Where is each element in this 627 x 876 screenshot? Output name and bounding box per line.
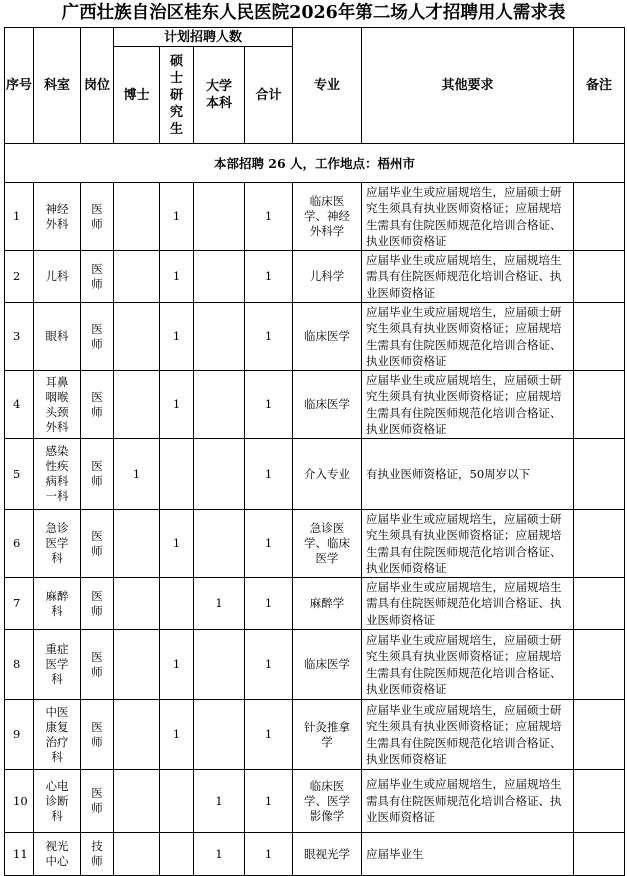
cell-master: 1 xyxy=(160,630,194,700)
cell-master xyxy=(160,439,194,510)
table-row xyxy=(5,833,625,876)
table-row xyxy=(5,303,625,371)
header-seq: 序号 xyxy=(5,28,34,144)
header-bachelor: 大学本科 xyxy=(194,47,245,144)
cell-dept: 视光中心 xyxy=(34,833,81,876)
cell-remark xyxy=(574,439,625,510)
cell-major: 临床医学、神经外科学 xyxy=(293,183,362,251)
cell-requirements: 应届毕业生或应届规培生，应届硕士研究生须具有执业医师资格证；应届规培生需具有住院医师规范化培训合格证、执业医师资格证 xyxy=(362,303,574,371)
table-row xyxy=(5,183,625,251)
header-plan: 计划招聘人数 xyxy=(114,28,293,47)
cell-phd: 1 xyxy=(114,439,160,510)
cell-seq: 5 xyxy=(5,439,34,510)
cell-requirements: 有执业医师资格证，50周岁以下 xyxy=(362,439,574,510)
header-total: 合计 xyxy=(245,47,293,144)
cell-major: 麻醉学 xyxy=(293,578,362,630)
cell-total: 1 xyxy=(245,251,293,303)
table-row xyxy=(5,578,625,630)
cell-post: 医师 xyxy=(81,251,114,303)
recruitment-table xyxy=(4,27,625,876)
cell-seq: 9 xyxy=(5,700,34,770)
cell-major: 临床医学 xyxy=(293,303,362,371)
cell-seq: 10 xyxy=(5,770,34,833)
cell-dept: 眼科 xyxy=(34,303,81,371)
cell-post: 医师 xyxy=(81,578,114,630)
cell-requirements: 应届毕业生 xyxy=(362,833,574,876)
table-row xyxy=(5,510,625,578)
table-row xyxy=(5,439,625,510)
cell-bachelor xyxy=(194,439,245,510)
header-master: 硕士研究生 xyxy=(160,47,194,144)
cell-phd xyxy=(114,183,160,251)
cell-dept: 急诊医学科 xyxy=(34,510,81,578)
header-remark: 备注 xyxy=(574,28,625,144)
cell-major: 介入专业 xyxy=(293,439,362,510)
cell-total: 1 xyxy=(245,371,293,439)
cell-remark xyxy=(574,303,625,371)
cell-seq: 8 xyxy=(5,630,34,700)
cell-post: 医师 xyxy=(81,770,114,833)
cell-master: 1 xyxy=(160,510,194,578)
cell-post: 技师 xyxy=(81,833,114,876)
cell-seq: 3 xyxy=(5,303,34,371)
cell-phd xyxy=(114,578,160,630)
cell-bachelor xyxy=(194,251,245,303)
header-dept: 科室 xyxy=(34,28,81,144)
cell-phd xyxy=(114,510,160,578)
cell-requirements: 应届毕业生或应届规培生，应届硕士研究生须具有执业医师资格证；应届规培生需具有住院医师规范化培训合格证、执业医师资格证 xyxy=(362,371,574,439)
page-title: 广西壮族自治区桂东人民医院2026年第二场人才招聘用人需求表 xyxy=(61,3,566,23)
cell-phd xyxy=(114,303,160,371)
cell-total: 1 xyxy=(245,578,293,630)
cell-seq: 4 xyxy=(5,371,34,439)
cell-requirements: 应届毕业生或应届规培生，应届规培生需具有住院医师规范化培训合格证、执业医师资格证 xyxy=(362,251,574,303)
cell-total: 1 xyxy=(245,183,293,251)
cell-requirements: 应届毕业生或应届规培生，应届硕士研究生须具有执业医师资格证；应届规培生需具有住院医师规范化培训合格证、执业医师资格证 xyxy=(362,630,574,700)
cell-phd xyxy=(114,700,160,770)
cell-remark xyxy=(574,251,625,303)
cell-remark xyxy=(574,770,625,833)
cell-master xyxy=(160,578,194,630)
header-post: 岗位 xyxy=(81,28,114,144)
cell-master: 1 xyxy=(160,700,194,770)
cell-total: 1 xyxy=(245,630,293,700)
cell-bachelor xyxy=(194,510,245,578)
cell-major: 儿科学 xyxy=(293,251,362,303)
cell-bachelor xyxy=(194,371,245,439)
cell-total: 1 xyxy=(245,770,293,833)
cell-post: 医师 xyxy=(81,630,114,700)
cell-bachelor: 1 xyxy=(194,770,245,833)
cell-post: 医师 xyxy=(81,439,114,510)
cell-phd xyxy=(114,251,160,303)
cell-total: 1 xyxy=(245,700,293,770)
cell-bachelor xyxy=(194,183,245,251)
cell-master xyxy=(160,833,194,876)
cell-dept: 神经外科 xyxy=(34,183,81,251)
cell-requirements: 应届毕业生或应届规培生，应届硕士研究生须具有执业医师资格证；应届规培生需具有住院医师规范化培训合格证、执业医师资格证 xyxy=(362,183,574,251)
cell-total: 1 xyxy=(245,833,293,876)
cell-post: 医师 xyxy=(81,183,114,251)
cell-total: 1 xyxy=(245,439,293,510)
cell-remark xyxy=(574,833,625,876)
cell-remark xyxy=(574,700,625,770)
cell-master: 1 xyxy=(160,371,194,439)
cell-dept: 感染性疾病科一科 xyxy=(34,439,81,510)
cell-master: 1 xyxy=(160,183,194,251)
cell-phd xyxy=(114,371,160,439)
cell-bachelor: 1 xyxy=(194,578,245,630)
cell-major: 针灸推拿学 xyxy=(293,700,362,770)
table-row xyxy=(5,371,625,439)
cell-bachelor xyxy=(194,303,245,371)
cell-master xyxy=(160,770,194,833)
cell-major: 临床医学 xyxy=(293,371,362,439)
cell-major: 眼视光学 xyxy=(293,833,362,876)
table-row xyxy=(5,770,625,833)
cell-phd xyxy=(114,630,160,700)
cell-dept: 儿科 xyxy=(34,251,81,303)
cell-remark xyxy=(574,578,625,630)
cell-major: 临床医学 xyxy=(293,630,362,700)
cell-dept: 重症医学科 xyxy=(34,630,81,700)
cell-major: 临床医学、医学影像学 xyxy=(293,770,362,833)
cell-total: 1 xyxy=(245,303,293,371)
table-row xyxy=(5,251,625,303)
cell-requirements: 应届毕业生或应届规培生，应届硕士研究生须具有执业医师资格证；应届规培生需具有住院医师规范化培训合格证、执业医师资格证 xyxy=(362,510,574,578)
cell-phd xyxy=(114,833,160,876)
table-row xyxy=(5,700,625,770)
cell-seq: 1 xyxy=(5,183,34,251)
cell-post: 医师 xyxy=(81,700,114,770)
cell-requirements: 应届毕业生或应届规培生，应届硕士研究生须具有执业医师资格证；应届规培生需具有住院医师规范化培训合格证、执业医师资格证 xyxy=(362,700,574,770)
cell-remark xyxy=(574,371,625,439)
cell-requirements: 应届毕业生或应届规培生，应届规培生需具有住院医师规范化培训合格证、执业医师资格证 xyxy=(362,578,574,630)
cell-seq: 11 xyxy=(5,833,34,876)
cell-dept: 中医康复治疗科 xyxy=(34,700,81,770)
cell-major: 急诊医学、临床医学 xyxy=(293,510,362,578)
cell-dept: 耳鼻咽喉头颈外科 xyxy=(34,371,81,439)
cell-phd xyxy=(114,770,160,833)
cell-bachelor xyxy=(194,630,245,700)
cell-total: 1 xyxy=(245,510,293,578)
cell-remark xyxy=(574,510,625,578)
cell-seq: 2 xyxy=(5,251,34,303)
cell-bachelor xyxy=(194,700,245,770)
cell-seq: 7 xyxy=(5,578,34,630)
cell-remark xyxy=(574,183,625,251)
header-requirements: 其他要求 xyxy=(362,28,574,144)
section-heading: 本部招聘 26 人，工作地点：梧州市 xyxy=(5,144,625,183)
cell-dept: 麻醉科 xyxy=(34,578,81,630)
cell-post: 医师 xyxy=(81,371,114,439)
header-major: 专业 xyxy=(293,28,362,144)
cell-post: 医师 xyxy=(81,510,114,578)
header-phd: 博士 xyxy=(114,47,160,144)
table-row xyxy=(5,630,625,700)
cell-master: 1 xyxy=(160,303,194,371)
cell-seq: 6 xyxy=(5,510,34,578)
cell-requirements: 应届毕业生或应届规培生，应届规培生需具有住院医师规范化培训合格证、执业医师资格证 xyxy=(362,770,574,833)
cell-dept: 心电诊断科 xyxy=(34,770,81,833)
cell-bachelor: 1 xyxy=(194,833,245,876)
cell-master: 1 xyxy=(160,251,194,303)
cell-post: 医师 xyxy=(81,303,114,371)
cell-remark xyxy=(574,630,625,700)
